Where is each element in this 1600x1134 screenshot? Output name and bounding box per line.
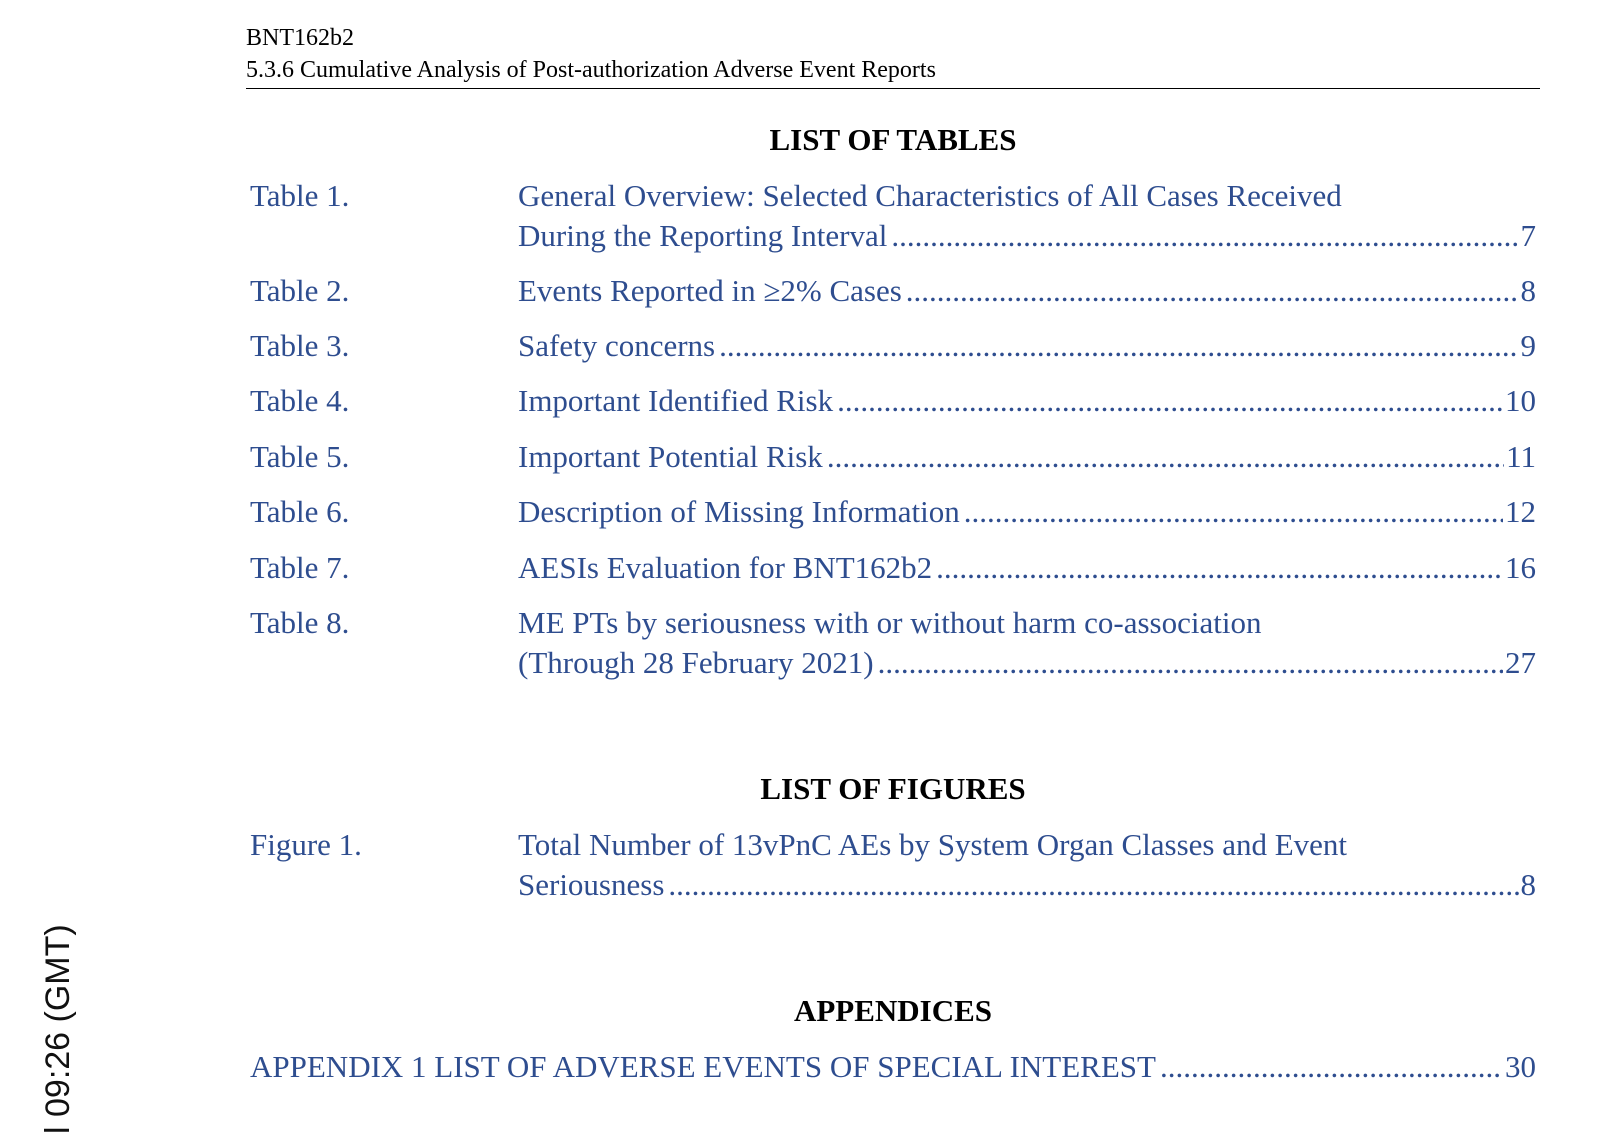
dot-leader — [719, 326, 1518, 366]
toc-entry-label: Figure 1. — [250, 827, 362, 862]
header-section: 5.3.6 Cumulative Analysis of Post-authorization Adverse Event Reports — [246, 57, 936, 83]
toc-entry-page: 9 — [1520, 328, 1536, 363]
toc-entry-title: Description of Missing Information — [518, 494, 960, 529]
toc-entry-title: Important Potential Risk — [518, 439, 823, 474]
running-header — [246, 22, 1538, 86]
header-product: BNT162b2 — [246, 25, 354, 51]
side-timestamp-stamp: l 09:26 (GMT) — [39, 924, 77, 1134]
dot-leader — [878, 643, 1503, 683]
dot-leader — [668, 865, 1518, 905]
toc-entry-page: 8 — [1520, 273, 1536, 308]
dot-leader — [906, 271, 1519, 311]
toc-entry-page: 30 — [1505, 1049, 1536, 1084]
toc-entry-page: 12 — [1505, 494, 1536, 529]
toc-entry-label: Table 2. — [250, 273, 350, 308]
toc-entry-page: 27 — [1505, 645, 1536, 680]
toc-entry-title-line2: During the Reporting Interval — [518, 218, 888, 253]
appendices-heading: APPENDICES — [793, 993, 993, 1028]
dot-leader — [964, 492, 1503, 532]
dot-leader — [936, 548, 1503, 588]
toc-entry-label: Table 8. — [250, 605, 350, 640]
toc-entry-title: Important Identified Risk — [518, 383, 834, 418]
toc-entry-table-8[interactable] — [250, 603, 1536, 683]
list-of-figures-heading: LIST OF FIGURES — [760, 771, 1026, 806]
toc-entry-page: 10 — [1505, 383, 1536, 418]
toc-entry-title: Safety concerns — [518, 328, 716, 363]
header-rule — [246, 88, 1540, 89]
list-of-tables-heading: LIST OF TABLES — [769, 122, 1017, 157]
toc-entry-table-1[interactable] — [250, 176, 1536, 256]
toc-entry-label: Table 1. — [250, 178, 350, 213]
toc-entry-title: Events Reported in ≥2% Cases — [518, 273, 902, 308]
toc-entry-label: Table 5. — [250, 439, 350, 474]
toc-entry-table-5[interactable] — [250, 437, 1536, 477]
toc-entry-table-3[interactable] — [250, 326, 1536, 366]
toc-entry-title: AESIs Evaluation for BNT162b2 — [518, 550, 933, 585]
toc-entry-page: 16 — [1505, 550, 1536, 585]
toc-entry-label: Table 3. — [250, 328, 350, 363]
toc-entry-table-7[interactable] — [250, 548, 1536, 588]
dot-leader — [891, 216, 1518, 256]
toc-entry-label: Table 6. — [250, 494, 350, 529]
toc-entry-title-line2: (Through 28 February 2021) — [518, 645, 874, 680]
dot-leader — [837, 381, 1503, 421]
toc-entry-table-2[interactable] — [250, 271, 1536, 311]
toc-entry-label: Table 4. — [250, 383, 350, 418]
toc-entry-table-6[interactable] — [250, 492, 1536, 532]
toc-entry-label: Table 7. — [250, 550, 350, 585]
dot-leader — [827, 437, 1504, 477]
toc-entry-title-line1: General Overview: Selected Characteristics of All Cases Received — [518, 178, 1342, 213]
toc-entry-title-line2: Seriousness — [518, 867, 665, 902]
toc-entry-title-line1: ME PTs by seriousness with or without harm co-association — [518, 605, 1262, 640]
toc-entry-title: APPENDIX 1 LIST OF ADVERSE EVENTS OF SPECIAL INTEREST — [250, 1049, 1156, 1084]
toc-entry-page: 11 — [1506, 439, 1536, 474]
toc-entry-appendix-1[interactable] — [250, 1047, 1536, 1087]
toc-entry-page: 7 — [1520, 218, 1536, 253]
toc-entry-page: 8 — [1520, 867, 1536, 902]
toc-entry-title-line1: Total Number of 13vPnC AEs by System Organ Classes and Event — [518, 827, 1348, 862]
dot-leader — [1160, 1047, 1503, 1087]
toc-entry-figure-1[interactable] — [250, 825, 1536, 905]
toc-entry-table-4[interactable] — [250, 381, 1536, 421]
